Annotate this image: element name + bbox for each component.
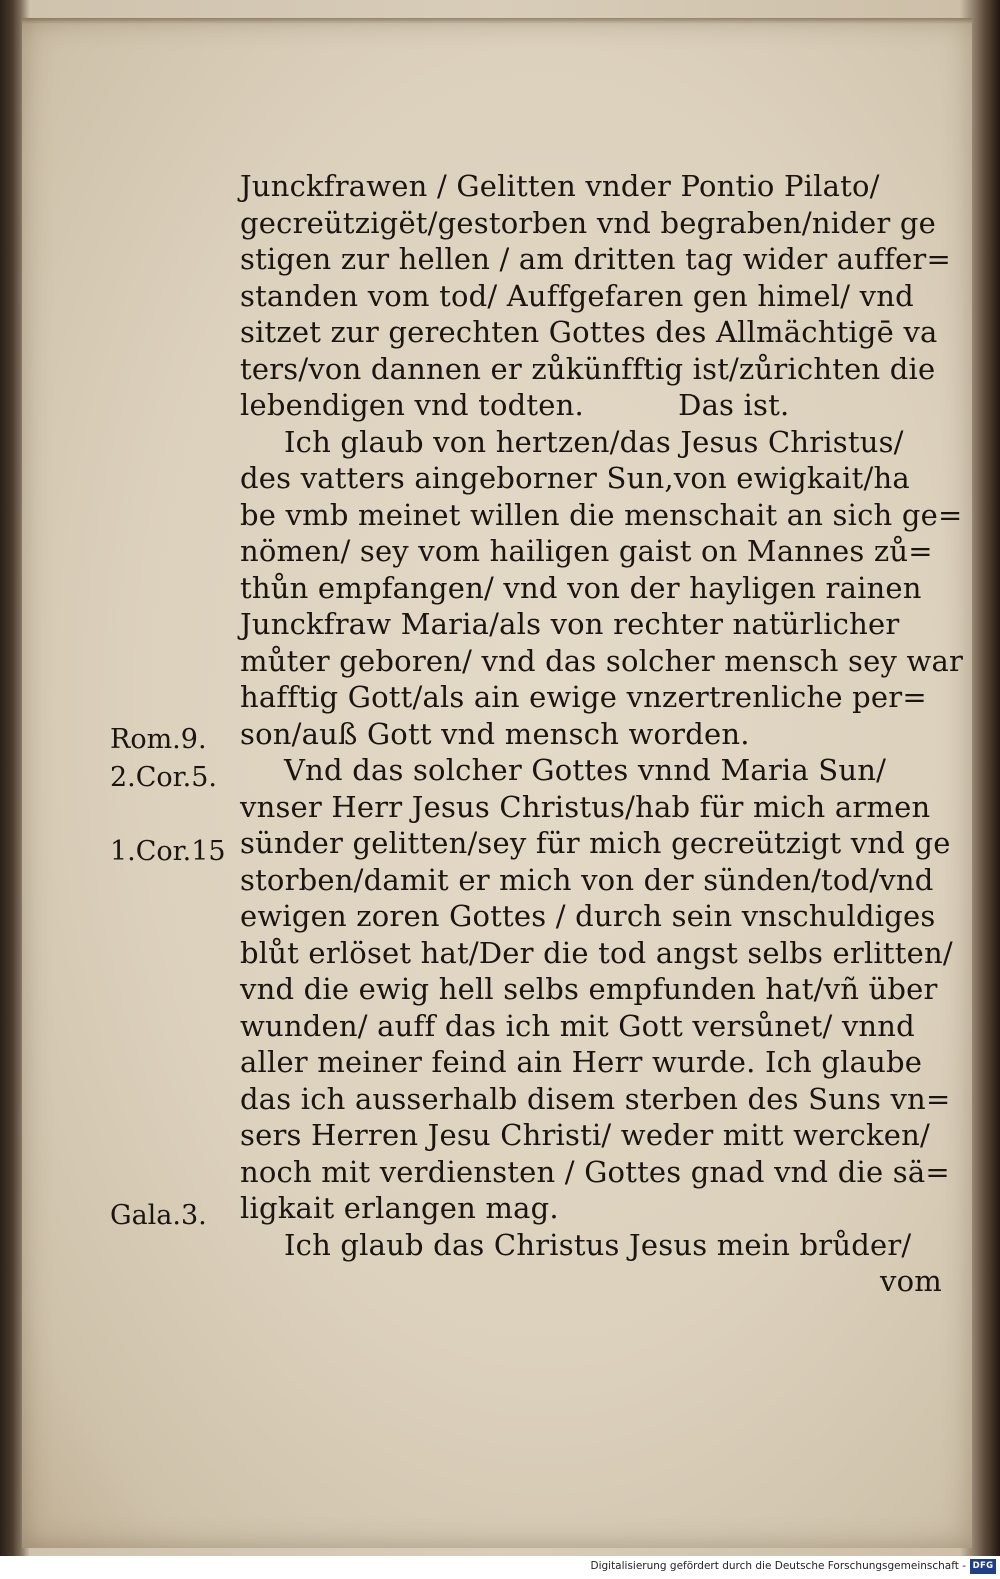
text-line: des vatters aingeborner Sun,von ewigkait/ha xyxy=(240,461,910,495)
text-line: ligkait erlangen mag. xyxy=(240,1191,559,1225)
text-line: lebendigen vnd todten. Das ist. xyxy=(240,388,790,422)
text-line: be vmb meinet willen die menschait an sich ge= xyxy=(240,497,963,532)
text-line: das ich ausserhalb disem sterben des Suns vn= xyxy=(240,1081,951,1116)
text-line: Vnd das solcher Gottes vnnd Maria Sun/ xyxy=(284,753,887,787)
text-line: storben/damit er mich von der sünden/tod/vnd xyxy=(240,862,934,897)
text-line: vnd die ewig hell selbs empfunden hat/vñ über xyxy=(240,972,938,1006)
text-line: ewigen zoren Gottes / durch sein vnschuldiges xyxy=(240,899,936,933)
text-line: ters/von dannen er zůkünfftig ist/zůrichten die xyxy=(240,351,936,386)
text-line: aller meiner feind ain Herr wurde. Ich glaube xyxy=(240,1045,923,1079)
text-line: vnser Herr Jesus Christus/hab für mich armen xyxy=(240,789,931,824)
text-line: thůn empfangen/ vnd von der hayligen rainen xyxy=(240,570,922,605)
margin-note-cor1: 1.Cor.15 xyxy=(110,836,226,867)
text-line: nömen/ sey vom hailigen gaist on Mannes zů= xyxy=(240,534,933,568)
text-line: stigen zur hellen / am dritten tag wider auffer= xyxy=(240,242,951,276)
text-line: hafftig Gott/als ain ewige vnzertrenliche per= xyxy=(240,680,927,714)
text-line: Junckfraw Maria/als von rechter natürlicher xyxy=(240,607,900,641)
text-line: Ich glaub das Christus Jesus mein brůder/ xyxy=(284,1227,912,1262)
text-line: můter geboren/ vnd das solcher mensch sey war xyxy=(240,643,964,678)
margin-note-cor2: 2.Cor.5. xyxy=(110,762,217,793)
text-line: sers Herren Jesu Christi/ weder mitt wercken/ xyxy=(240,1118,930,1152)
text-line: sitzet zur gerechten Gottes des Allmächtigē va xyxy=(240,315,938,349)
catchword: vom xyxy=(880,1264,942,1298)
text-line: wunden/ auff das ich mit Gott versůnet/ vnnd xyxy=(240,1008,915,1043)
text-line: noch mit verdiensten / Gottes gnad vnd die sä= xyxy=(240,1154,950,1189)
text-line: son/auß Gott vnd mensch worden. xyxy=(240,716,750,751)
text-line: sünder gelitten/sey für mich gecreützigt vnd ge xyxy=(240,826,951,860)
margin-note-gal: Gala.3. xyxy=(110,1200,207,1231)
margin-note-rom: Rom.9. xyxy=(110,724,207,755)
footer-bar xyxy=(0,1556,1000,1579)
page-edge-shadow xyxy=(22,18,972,24)
dfg-logo: DFG xyxy=(970,1559,996,1574)
text-line: Ich glaub von hertzen/das Jesus Christus/ xyxy=(284,424,904,459)
text-line: gecreützigët/gestorben vnd begraben/nider ge xyxy=(240,205,936,240)
main-text-block xyxy=(240,168,970,1300)
text-line: Junckfrawen / Gelitten vnder Pontio Pilato/ xyxy=(240,169,880,203)
text-line: standen vom tod/ Auffgefaren gen himel/ vnd xyxy=(240,278,914,313)
text-line: blůt erlöset hat/Der die tod angst selbs erlitten/ xyxy=(240,935,953,970)
funding-credit: Digitalisierung gefördert durch die Deutsche Forschungsgemeinschaft - xyxy=(590,1560,966,1572)
